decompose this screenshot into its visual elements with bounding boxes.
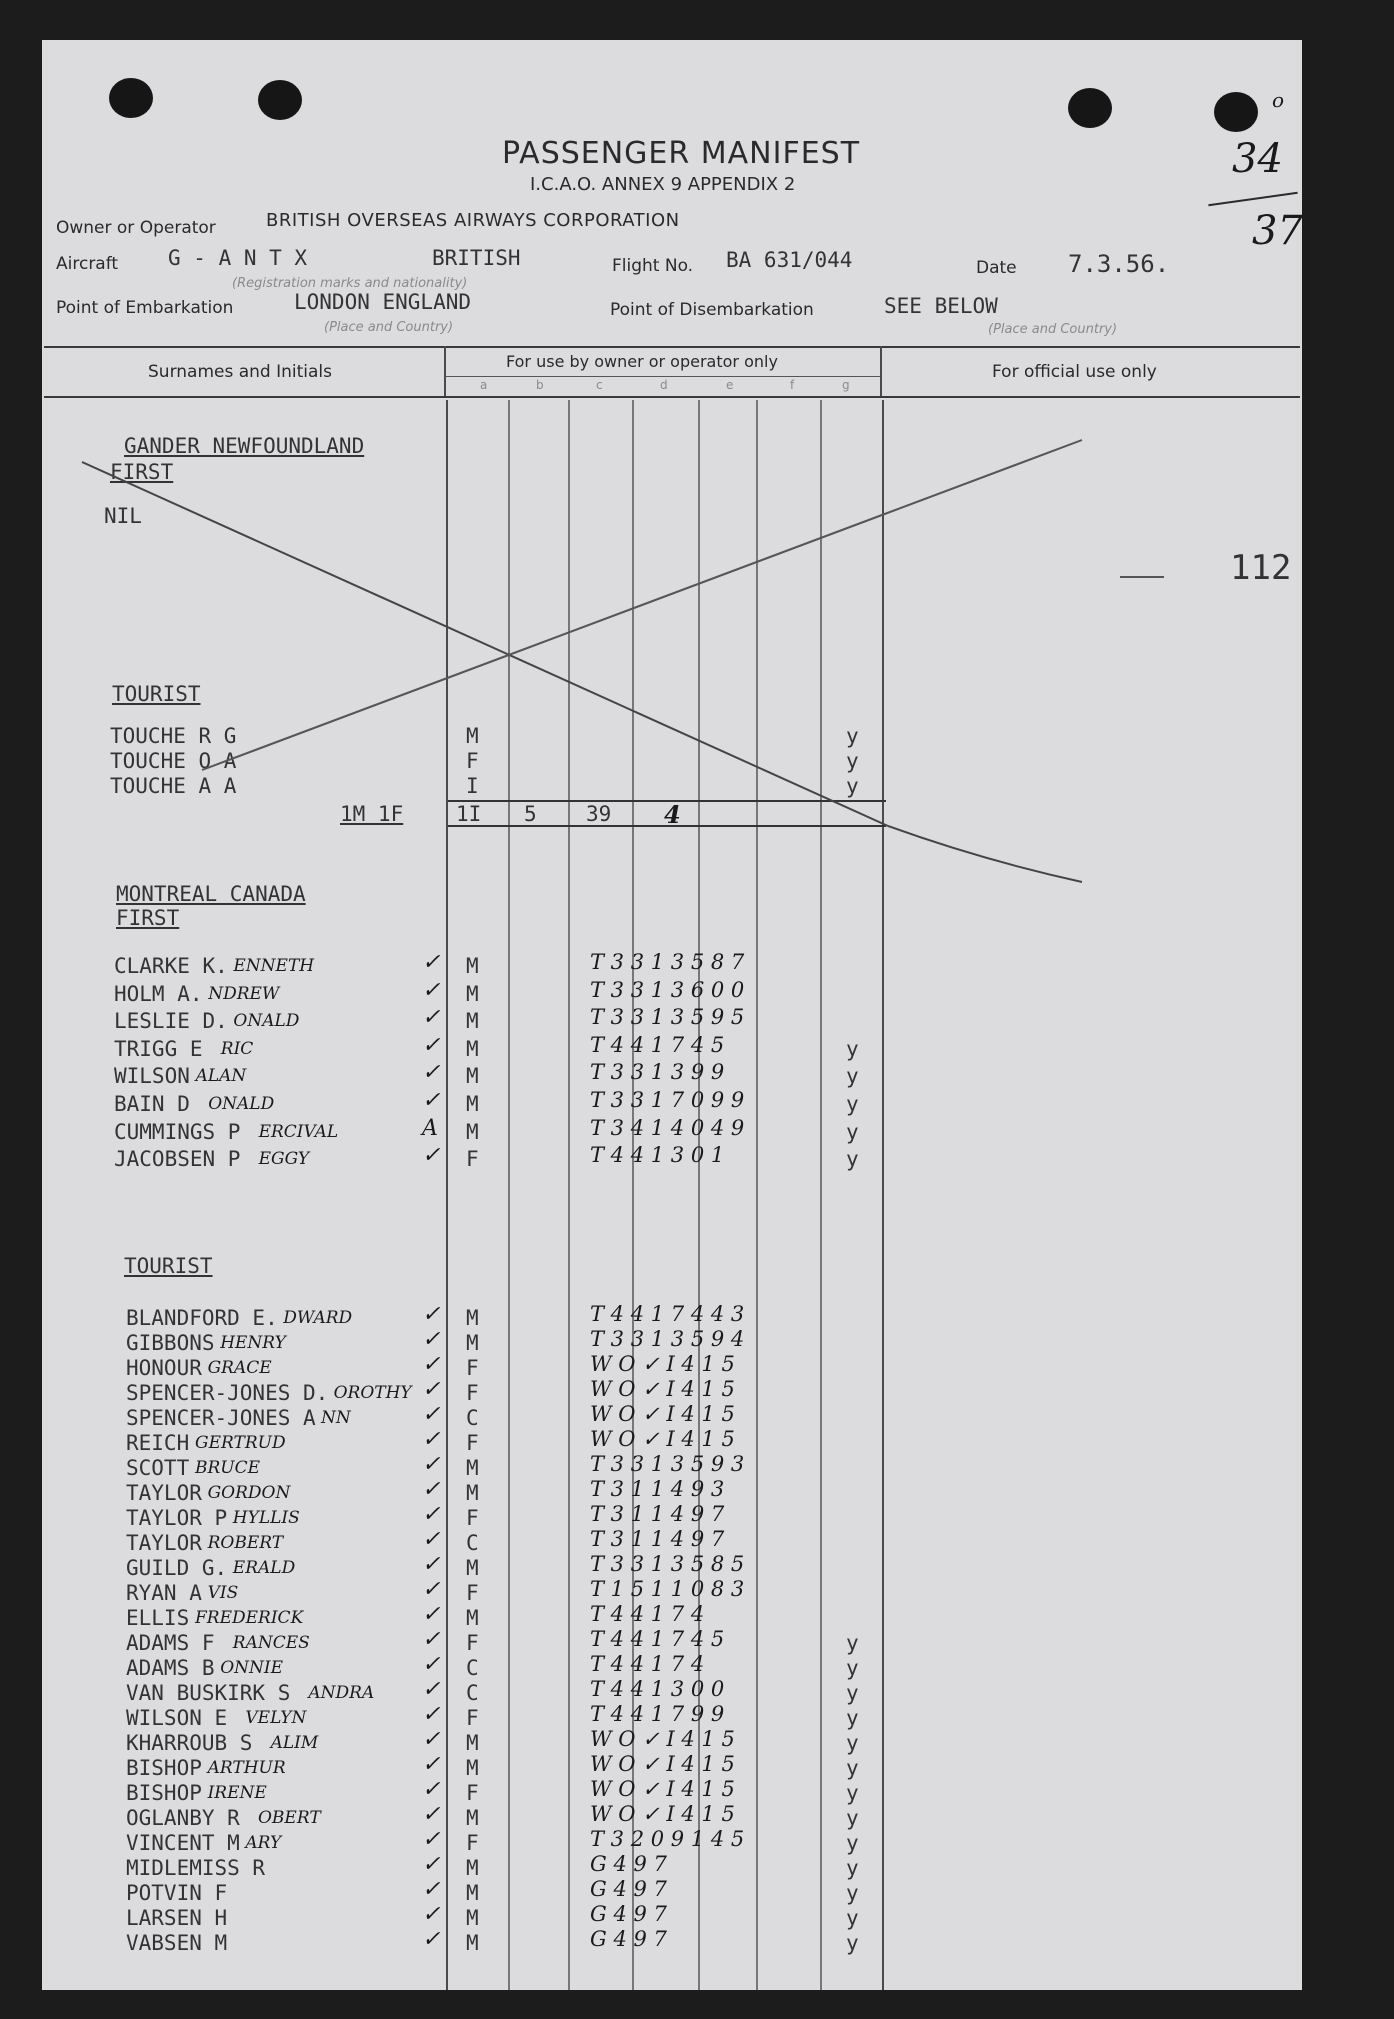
- gander-first-class: FIRST: [110, 460, 174, 484]
- ticket-code: G 4 9 7: [590, 1877, 667, 1901]
- passenger-sex: F: [466, 1831, 479, 1855]
- checkmark: ✓: [422, 1427, 441, 1452]
- date-value: 7.3.56.: [1068, 250, 1170, 278]
- ticket-code: T 4 4 1 7 4 5: [590, 1032, 725, 1057]
- passenger-name: ELLIS: [126, 1606, 190, 1630]
- passenger-handwritten-name: ONALD: [208, 1094, 275, 1114]
- checkmark: ✓: [422, 1452, 441, 1477]
- passenger-handwritten-name: VIS: [207, 1583, 239, 1603]
- passenger-handwritten-name: GRACE: [207, 1358, 272, 1378]
- column-g: g: [842, 378, 850, 392]
- passenger-handwritten-name: ALIM: [270, 1733, 319, 1753]
- manifest-sheet: [42, 40, 1302, 1990]
- aircraft-caption: (Registration marks and nationality): [232, 276, 468, 291]
- checkmark: ✓: [422, 1402, 441, 1427]
- passenger-handwritten-name: OROTHY: [333, 1383, 412, 1403]
- totals-weight: 39: [586, 802, 612, 826]
- passenger-handwritten-name: ERALD: [232, 1558, 296, 1578]
- passenger-name: CUMMINGS P: [114, 1119, 241, 1144]
- passenger-name: VABSEN M: [126, 1931, 228, 1955]
- flag-y: y: [846, 1756, 859, 1780]
- checkmark: ✓: [422, 1005, 441, 1031]
- ticket-code: T 3 1 1 4 9 7: [590, 1502, 725, 1526]
- passenger-name: RYAN A: [126, 1581, 202, 1605]
- ticket-code: T 3 3 1 3 5 9 3: [590, 1452, 745, 1476]
- manifest-subtitle: I.C.A.O. ANNEX 9 APPENDIX 2: [530, 174, 796, 195]
- checkmark: ✓: [422, 1652, 441, 1677]
- flag-y: y: [846, 1706, 859, 1730]
- ticket-code: T 3 3 1 3 5 9 4: [590, 1327, 745, 1351]
- gander-nil: NIL: [104, 504, 142, 528]
- checkmark: ✓: [422, 1627, 441, 1652]
- ticket-code: W O ✓ I 4 1 5: [590, 1777, 735, 1801]
- column-c: c: [596, 378, 603, 392]
- passenger-name: WILSON E: [126, 1706, 228, 1730]
- gander-tourist-class: TOURIST: [112, 682, 201, 706]
- passenger-handwritten-name: NN: [321, 1408, 351, 1428]
- flag-y: y: [846, 774, 859, 798]
- passenger-sex: M: [466, 1092, 479, 1116]
- passenger-handwritten-name: ARY: [245, 1833, 282, 1853]
- totals-infant: 1I: [456, 802, 482, 826]
- flag-y: y: [846, 1731, 859, 1755]
- passenger-handwritten-name: FREDERICK: [195, 1608, 304, 1628]
- column-official-use: For official use only: [992, 362, 1157, 382]
- checkmark: ✓: [422, 1377, 441, 1402]
- passenger-sex: M: [466, 1931, 479, 1955]
- embarkation-label: Point of Embarkation: [56, 298, 234, 318]
- ticket-code: W O ✓ I 4 1 5: [590, 1352, 735, 1376]
- embarkation-caption: (Place and Country): [324, 320, 454, 335]
- owner-label: Owner or Operator: [56, 218, 216, 238]
- passenger-sex: F: [466, 1506, 479, 1530]
- passenger-handwritten-name: GERTRUD: [195, 1433, 286, 1453]
- checkmark: ✓: [422, 1302, 441, 1327]
- passenger-sex: F: [466, 1381, 479, 1405]
- flag-y: y: [846, 1856, 859, 1880]
- passenger-name: TOUCHE O A: [110, 749, 237, 773]
- passenger-handwritten-name: RANCES: [232, 1633, 310, 1653]
- ticket-code: T 3 1 1 4 9 3: [590, 1477, 725, 1501]
- passenger-name: KHARROUB S: [126, 1731, 253, 1755]
- passenger-name: BISHOP: [126, 1781, 202, 1805]
- passenger-name: TAYLOR: [126, 1481, 202, 1505]
- owner-value: BRITISH OVERSEAS AIRWAYS CORPORATION: [266, 210, 680, 231]
- column-b: b: [536, 378, 544, 392]
- passenger-sex: M: [466, 1731, 479, 1755]
- ticket-code: T 3 2 0 9 1 4 5: [590, 1827, 745, 1851]
- passenger-sex: C: [466, 1406, 479, 1430]
- flag-y: y: [846, 1881, 859, 1905]
- flag-y: y: [846, 1806, 859, 1830]
- flag-y: y: [846, 1906, 859, 1930]
- checkmark: ✓: [422, 1852, 441, 1877]
- ticket-code: T 4 4 1 3 0 0: [590, 1677, 725, 1701]
- flag-y: y: [846, 1119, 859, 1144]
- checkmark: ✓: [422, 1327, 441, 1352]
- column-surnames: Surnames and Initials: [148, 362, 333, 382]
- passenger-name: ADAMS F: [126, 1631, 215, 1655]
- checkmark: ✓: [422, 1552, 441, 1577]
- corner-mark: o: [1272, 88, 1285, 112]
- ticket-code: W O ✓ I 4 1 5: [590, 1377, 735, 1401]
- passenger-handwritten-name: ENNETH: [233, 956, 315, 976]
- passenger-handwritten-name: ONALD: [233, 1011, 300, 1032]
- passenger-handwritten-name: IRENE: [207, 1783, 267, 1803]
- checkmark: ✓: [422, 1752, 441, 1777]
- passenger-sex: F: [466, 1356, 479, 1380]
- flag-y: y: [846, 1631, 859, 1655]
- passenger-sex: F: [466, 1781, 479, 1805]
- passenger-handwritten-name: HYLLIS: [232, 1508, 300, 1528]
- manifest-title: PASSENGER MANIFEST: [502, 136, 861, 171]
- checkmark: ✓: [422, 1877, 441, 1902]
- cancel-stroke: [82, 462, 888, 826]
- ticket-code: T 4 4 1 7 4: [590, 1652, 705, 1676]
- flag-y: y: [846, 1931, 859, 1955]
- aircraft-label: Aircraft: [56, 254, 119, 274]
- ticket-code: W O ✓ I 4 1 5: [590, 1727, 735, 1751]
- ticket-code: T 3 4 1 4 0 4 9: [590, 1115, 745, 1140]
- checkmark: A: [422, 1115, 438, 1141]
- passenger-sex: M: [466, 1806, 479, 1830]
- totals-mf: 1M 1F: [340, 802, 404, 826]
- passenger-name: MIDLEMISS R: [126, 1856, 266, 1880]
- ticket-code: T 3 3 1 3 5 8 7: [590, 950, 745, 974]
- totals-five: 5: [524, 802, 537, 826]
- passenger-sex: F: [466, 1706, 479, 1730]
- passenger-name: TAYLOR: [126, 1531, 202, 1555]
- passenger-handwritten-name: OBERT: [258, 1808, 321, 1828]
- disembarkation-value: SEE BELOW: [884, 294, 998, 318]
- official-number: 112: [1230, 548, 1292, 588]
- passenger-name: GIBBONS: [126, 1331, 215, 1355]
- ticket-code: G 4 9 7: [590, 1927, 667, 1951]
- passenger-handwritten-name: ALAN: [195, 1066, 247, 1087]
- passenger-sex: M: [466, 724, 479, 748]
- passenger-handwritten-name: GORDON: [207, 1483, 291, 1503]
- ticket-code: T 3 3 1 3 5 8 5: [590, 1552, 745, 1576]
- passenger-sex: F: [466, 1431, 479, 1455]
- checkmark: ✓: [422, 1477, 441, 1502]
- ticket-code: G 4 9 7: [590, 1902, 667, 1926]
- passenger-sex: M: [466, 1064, 479, 1089]
- checkmark: ✓: [422, 1060, 441, 1086]
- cancel-stroke: [888, 826, 1082, 882]
- checkmark: ✓: [422, 977, 441, 1003]
- passenger-name: GUILD G.: [126, 1556, 228, 1580]
- passenger-sex: M: [466, 1036, 479, 1061]
- passenger-sex: F: [466, 749, 479, 773]
- checkmark: ✓: [422, 1902, 441, 1927]
- passenger-name: JACOBSEN P: [114, 1147, 241, 1172]
- passenger-sex: M: [466, 1856, 479, 1880]
- passenger-handwritten-name: ARTHUR: [207, 1758, 286, 1778]
- aircraft-nationality: BRITISH: [432, 246, 521, 270]
- checkmark: ✓: [422, 1827, 441, 1852]
- passenger-name: TOUCHE A A: [110, 774, 237, 798]
- passenger-sex: C: [466, 1531, 479, 1555]
- passenger-name: BLANDFORD E.: [126, 1306, 278, 1330]
- passenger-name: BISHOP: [126, 1756, 202, 1780]
- disembarkation-caption: (Place and Country): [988, 322, 1118, 337]
- column-f: f: [790, 378, 795, 392]
- passenger-sex: C: [466, 1656, 479, 1680]
- flag-y: y: [846, 749, 859, 773]
- passenger-sex: F: [466, 1581, 479, 1605]
- ticket-code: T 1 5 1 1 0 8 3: [590, 1577, 745, 1601]
- checkmark: ✓: [422, 950, 441, 975]
- checkmark: ✓: [422, 1677, 441, 1702]
- flag-y: y: [846, 1656, 859, 1680]
- ticket-code: W O ✓ I 4 1 5: [590, 1802, 735, 1826]
- ticket-code: T 3 3 1 3 6 0 0: [590, 977, 745, 1002]
- disembarkation-label: Point of Disembarkation: [610, 300, 814, 320]
- date-label: Date: [976, 258, 1017, 278]
- ticket-code: T 3 3 1 7 0 9 9: [590, 1088, 745, 1112]
- passenger-sex: M: [466, 1331, 479, 1355]
- checkmark: ✓: [422, 1032, 441, 1058]
- passenger-handwritten-name: ROBERT: [207, 1533, 284, 1553]
- passenger-handwritten-name: RIC: [220, 1038, 254, 1059]
- checkmark: ✓: [422, 1527, 441, 1552]
- ticket-code: W O ✓ I 4 1 5: [590, 1427, 735, 1451]
- column-owner-use: For use by owner or operator only: [506, 352, 778, 371]
- passenger-handwritten-name: VELYN: [245, 1708, 307, 1728]
- passenger-name: TRIGG E: [114, 1036, 203, 1061]
- passenger-name: ADAMS B: [126, 1656, 215, 1680]
- passenger-sex: M: [466, 1481, 479, 1505]
- checkmark: ✓: [422, 1802, 441, 1827]
- passenger-handwritten-name: ANDRA: [308, 1683, 375, 1703]
- column-d: d: [660, 378, 668, 392]
- checkmark: ✓: [422, 1577, 441, 1602]
- passenger-name: WILSON: [114, 1064, 190, 1089]
- checkmark: ✓: [422, 1927, 441, 1952]
- ticket-code: T 4 4 1 7 4 4 3: [590, 1302, 745, 1326]
- cancel-stroke: [202, 440, 1082, 770]
- passenger-name: TAYLOR P: [126, 1506, 228, 1530]
- section-gander: GANDER NEWFOUNDLAND: [124, 434, 365, 458]
- passenger-sex: F: [466, 1147, 479, 1172]
- flag-y: y: [846, 1092, 859, 1116]
- passenger-name: LARSEN H: [126, 1906, 228, 1930]
- montreal-tourist-class: TOURIST: [124, 1254, 213, 1278]
- passenger-name: OGLANBY R: [126, 1806, 240, 1830]
- passenger-handwritten-name: HENRY: [220, 1333, 286, 1353]
- passenger-name: HONOUR: [126, 1356, 202, 1380]
- passenger-sex: F: [466, 1631, 479, 1655]
- passenger-sex: M: [466, 1009, 479, 1034]
- checkmark: ✓: [422, 1088, 441, 1113]
- passenger-handwritten-name: DWARD: [283, 1308, 353, 1328]
- passenger-name: TOUCHE R G: [110, 724, 237, 748]
- embarkation-value: LONDON ENGLAND: [294, 290, 472, 314]
- section-montreal: MONTREAL CANADA: [116, 882, 306, 906]
- checkmark: ✓: [422, 1777, 441, 1802]
- corner-number-top: 34: [1232, 136, 1283, 182]
- passenger-sex: M: [466, 1306, 479, 1330]
- flag-y: y: [846, 1781, 859, 1805]
- ticket-code: W O ✓ I 4 1 5: [590, 1402, 735, 1426]
- checkmark: ✓: [422, 1502, 441, 1527]
- ticket-code: T 3 3 1 3 9 9: [590, 1060, 725, 1085]
- passenger-sex: C: [466, 1681, 479, 1705]
- checkmark: ✓: [422, 1143, 441, 1169]
- ticket-code: T 4 4 1 7 9 9: [590, 1702, 725, 1726]
- passenger-sex: I: [466, 774, 479, 798]
- ticket-code: T 3 3 1 3 5 9 5: [590, 1005, 745, 1030]
- ticket-code: T 4 4 1 3 0 1: [590, 1143, 725, 1168]
- passenger-name: BAIN D: [114, 1092, 190, 1116]
- passenger-sex: M: [466, 1606, 479, 1630]
- montreal-first-class: FIRST: [116, 906, 180, 930]
- passenger-handwritten-name: ERCIVAL: [258, 1121, 339, 1142]
- passenger-name: HOLM A.: [114, 981, 203, 1006]
- passenger-name: VAN BUSKIRK S: [126, 1681, 291, 1705]
- passenger-sex: M: [466, 1906, 479, 1930]
- passenger-handwritten-name: NDREW: [208, 983, 280, 1004]
- flag-y: y: [846, 1036, 859, 1061]
- checkmark: ✓: [422, 1352, 441, 1377]
- flag-y: y: [846, 724, 859, 748]
- passenger-sex: M: [466, 1119, 479, 1144]
- flag-y: y: [846, 1064, 859, 1089]
- passenger-name: VINCENT M: [126, 1831, 240, 1855]
- flight-number: BA 631/044: [726, 248, 853, 272]
- passenger-sex: M: [466, 954, 479, 978]
- passenger-sex: M: [466, 1756, 479, 1780]
- ticket-code: W O ✓ I 4 1 5: [590, 1752, 735, 1776]
- corner-number-bottom: 37: [1252, 208, 1303, 254]
- passenger-handwritten-name: ONNIE: [220, 1658, 283, 1678]
- passenger-name: SCOTT: [126, 1456, 190, 1480]
- passenger-name: POTVIN F: [126, 1881, 228, 1905]
- passenger-handwritten-name: BRUCE: [195, 1458, 261, 1478]
- passenger-sex: M: [466, 1556, 479, 1580]
- flag-y: y: [846, 1681, 859, 1705]
- aircraft-registration: G - A N T X: [168, 246, 308, 270]
- passenger-name: SPENCER-JONES D.: [126, 1381, 329, 1405]
- checkmark: ✓: [422, 1602, 441, 1627]
- passenger-name: REICH: [126, 1431, 190, 1455]
- ticket-code: T 3 1 1 4 9 7: [590, 1527, 725, 1551]
- totals-count: 4: [664, 800, 681, 829]
- flight-label: Flight No.: [612, 256, 694, 276]
- ticket-code: T 4 4 1 7 4: [590, 1602, 705, 1626]
- ticket-code: G 4 9 7: [590, 1852, 667, 1876]
- passenger-sex: M: [466, 981, 479, 1006]
- passenger-name: SPENCER-JONES A: [126, 1406, 316, 1430]
- flag-y: y: [846, 1831, 859, 1855]
- passenger-name: CLARKE K.: [114, 954, 228, 978]
- checkmark: ✓: [422, 1727, 441, 1752]
- ticket-code: T 4 4 1 7 4 5: [590, 1627, 725, 1651]
- passenger-sex: M: [466, 1881, 479, 1905]
- column-a: a: [480, 378, 488, 392]
- passenger-name: LESLIE D.: [114, 1009, 228, 1034]
- checkmark: ✓: [422, 1702, 441, 1727]
- flag-y: y: [846, 1147, 859, 1172]
- column-e: e: [726, 378, 734, 392]
- passenger-handwritten-name: EGGY: [258, 1149, 310, 1170]
- passenger-sex: M: [466, 1456, 479, 1480]
